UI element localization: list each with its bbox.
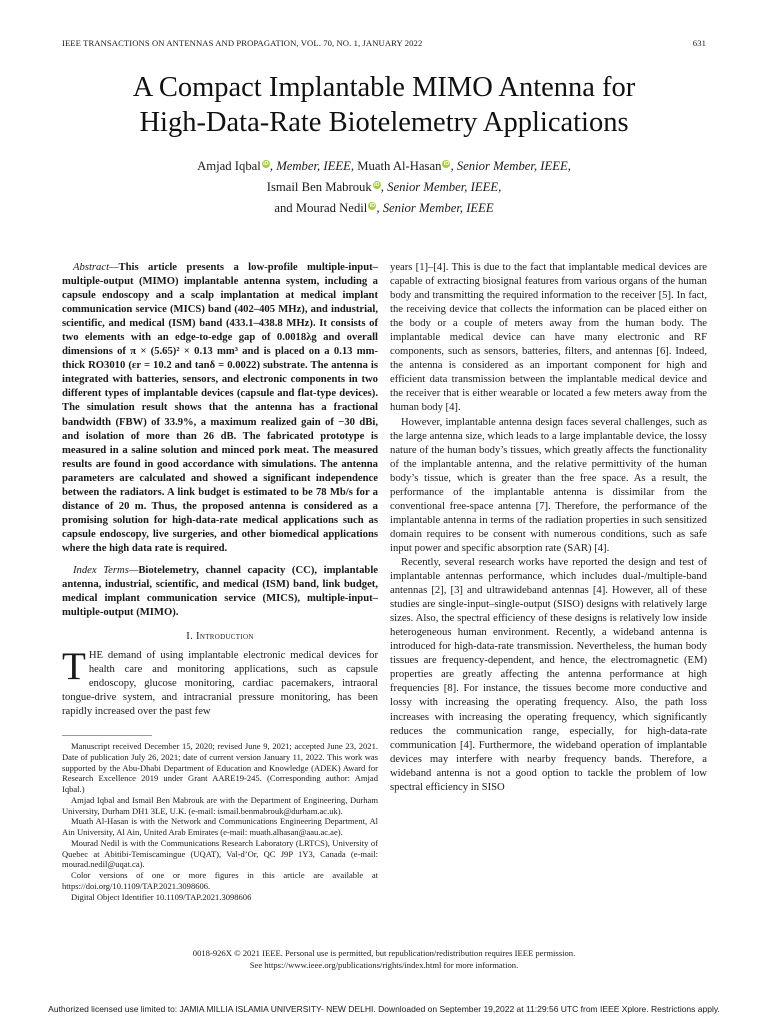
footnote-rule xyxy=(62,735,152,736)
paper-title xyxy=(40,70,728,140)
body-paragraph: However, implantable antenna design faces several challenges, such as the large antenna size, which leads to a large implantable device, the lossy nature of the human body’s tissues, which greatly affects the functionality of the implantable antenna, and the relative permittivity of the human body’s tissue, which is greater than the free space. As a result, the performance of the implantable antenna is dissimilar from the conventional free-space antenna [7]. Therefore, the performance of the implantable antenna in terms of the radiation properties in such sensitized domain requires to be consent with numerous conditions, such as safe input power and specific absorption rate (SAR) [4]. xyxy=(390,416,707,554)
index-terms xyxy=(62,564,378,620)
footnote: Color versions of one or more figures in this article are available at https://doi.org/10.1109/TAP.2021.3098606. xyxy=(62,870,378,891)
author-line-1 xyxy=(40,156,728,177)
footnotes xyxy=(62,741,378,902)
copyright-line-1: 0018-926X © 2021 IEEE. Personal use is permitted, but republication/redistribution requires IEEE permission. xyxy=(192,948,576,958)
section-title: Introduction xyxy=(196,631,254,643)
author-name: Ismail Ben Mabrouk xyxy=(266,180,372,194)
section-number: I. xyxy=(186,631,197,643)
author-line-3 xyxy=(40,198,728,219)
author-role: , Member, IEEE, xyxy=(269,159,355,173)
index-terms-label: Index Terms— xyxy=(73,564,139,576)
author-role: , Senior Member, IEEE, xyxy=(450,159,571,173)
intro-text: demand of using implantable electronic medical devices for health care and monitoring applications, such as capsule endoscopy, glucose monitoring, cardiac pacemakers, intraoral tongue-drive system, and intracranial pressure monitoring, has been rapidly increased over the past few xyxy=(62,650,378,718)
running-header xyxy=(62,38,706,52)
body-paragraph: Recently, several research works have reported the design and test of implantable antennas performance, which includes dual-/multiple-band antennas [2], [3] and ultrawideband antennas [4]. However, all of these studies are single-input–single-output (SISO) designs with relatively large sizes. Also, the spectral efficiency of these designs is relatively low inside heterogeneous human environment. Recently, a wideband antenna is introduced for high-data-rate transmission. Nevertheless, the human body tissues are frequency-dependent, and hence, the electromagnetic (EM) properties are greatly affecting the antenna performance at high frequencies [8]. For instance, the tissues become more conductive and lossy with increasing the operating frequency. Also, the path loss increases with increasing the operating frequency, which significantly reduces the communication range, especially, for high-data-rate communication [4]. Furthermore, the wideband operation of implantable devices may interfere with nearby frequency bands. Therefore, a wideband antenna is not a good option to tackle the problem of low spectral efficiency in SISO xyxy=(390,556,707,793)
body-paragraph: years [1]–[4]. This is due to the fact that implantable medical devices are capable of extracting biosignal features from various organs of the human body and transmitting the required information to the receiver [5]. In fact, the receiving device that collects the information can be placed either on the body or a couple of meters away from the human body. The implantable medical device can have many electronic and RF components, such as sensors, batteries, filters, and antennas [6]. Indeed, the antenna is considered as an important component for high and efficient data transmission between the implantable medical device and the receiver that is either wearable or located a few meters away from the human body [4]. xyxy=(390,262,707,414)
section-heading xyxy=(62,630,378,644)
footnote: Manuscript received December 15, 2020; revised June 9, 2021; accepted June 23, 2021. Date of publication July 26, 2021; date of current version January 11, 2022. This work was supported by the Abu-Dhabi Department of Education and Knowledge (ADEK) Award for Research Excellence 2019 under Grant AARE19-245. (Corresponding author: Amjad Iqbal.) xyxy=(62,741,378,794)
author-name: Muath Al-Hasan xyxy=(357,159,442,173)
title-line-2: High-Data-Rate Biotelemetry Applications xyxy=(139,107,629,138)
abstract-label: Abstract— xyxy=(73,262,119,273)
footnote: Digital Object Identifier 10.1109/TAP.2021.3098606 xyxy=(71,891,252,902)
author-name: Amjad Iqbal xyxy=(197,159,261,173)
author-role: , Senior Member, IEEE, xyxy=(380,180,502,194)
index-terms-text: Biotelemetry, channel capacity (CC), implantable antenna, industrial, scientific, and medical (ISM) band, link budget, medical implant communication service (MICS), multiple-input–multiple-output (MIMO). xyxy=(62,564,379,619)
orcid-icon[interactable]: iD xyxy=(374,182,380,188)
copyright-notice xyxy=(40,947,728,971)
footnote: Amjad Iqbal and Ismail Ben Mabrouk are with the Department of Engineering, Durham University, Durham DH1 3LE, U.K. (e-mail: ismail.benmabrouk@durham.ac.uk). xyxy=(62,794,378,816)
page-number: 631 xyxy=(692,38,706,48)
journal-name: IEEE TRANSACTIONS ON ANTENNAS AND PROPAGATION, VOL. 70, NO. 1, JANUARY 2022 xyxy=(62,38,423,48)
footnote: Mourad Nedil is with the Communications Research Laboratory (LRTCS), University of Quebec at Abitibi-Temiscamingue (UQAT), Val-d’Or, QC J9P 1Y3, Canada (e-mail: mourad.nedil@uqat.ca). xyxy=(62,837,378,870)
orcid-icon[interactable]: iD xyxy=(369,203,376,209)
intro-paragraph xyxy=(62,645,378,719)
title-line-1: A Compact Implantable MIMO Antenna for xyxy=(132,72,636,103)
abstract-text: This article presents a low-profile multiple-input–multiple-output (MIMO) implantable antenna system, including a capsule endoscopy and a scalp implantation at medical implant communication service (MICS) band (402–405 MHz), and industrial, scientific, and medical (ISM) band (433.1–438.8 MHz). It consists of two elements with an edge-to-edge gap of 0.0018λg and overall dimensions of π × (5.65)² × 0.13 mm³ and is placed on a 0.13 mm-thick RO3010 (εr = 10.2 and tanδ = 0.0022) substrate. The antenna is integrated with batteries, sensors, and electronic components in two different types of implantable devices (capsule and flat-type devices). The simulation result shows that the antenna has a fractional bandwidth (FBW) of 33.9%, a maximum realized gain of −30 dBi, and isolation of more than 26 dB. The fabricated prototype is measured in a saline solution and minced pork meat. The measured results are found in good accordance with simulations. The antenna parameters are calculated and showed a significant independence between the radiators. A link budget is estimated to be 78 Mb/s for a distance of 20 m. Thus, the proposed antenna is considered as a promising solution for high-data-rate medical applications such as capsule endoscopy, live surgeries, and other biomedical applications where the high data rate is required. xyxy=(62,262,378,554)
author-list xyxy=(40,156,728,219)
left-column xyxy=(62,261,378,719)
license-footer: Authorized licensed use limited to: JAMIA MILLIA ISLAMIA UNIVERSITY- NEW DELHI. Downloaded on September 19,2022 at 11:29:56 UTC from IEEE Xplore. Restrictions apply. xyxy=(48,1004,720,1014)
drop-cap: T xyxy=(62,645,86,689)
author-line-2 xyxy=(40,177,728,198)
orcid-icon[interactable]: iD xyxy=(443,161,450,167)
author-name: and Mourad Nedil xyxy=(274,201,368,215)
abstract xyxy=(62,261,378,556)
intro-caps: HE xyxy=(88,650,104,662)
footnote: Muath Al-Hasan is with the Network and Communications Engineering Department, Al Ain University, Al Ain, United Arab Emirates (e-mail: muath.alhasan@aau.ac.ae). xyxy=(62,816,378,837)
author-role: , Senior Member, IEEE xyxy=(376,201,494,215)
orcid-icon[interactable]: iD xyxy=(263,161,269,167)
copyright-line-2: See https://www.ieee.org/publications/rights/index.html for more information. xyxy=(249,960,519,970)
right-column xyxy=(390,261,707,795)
